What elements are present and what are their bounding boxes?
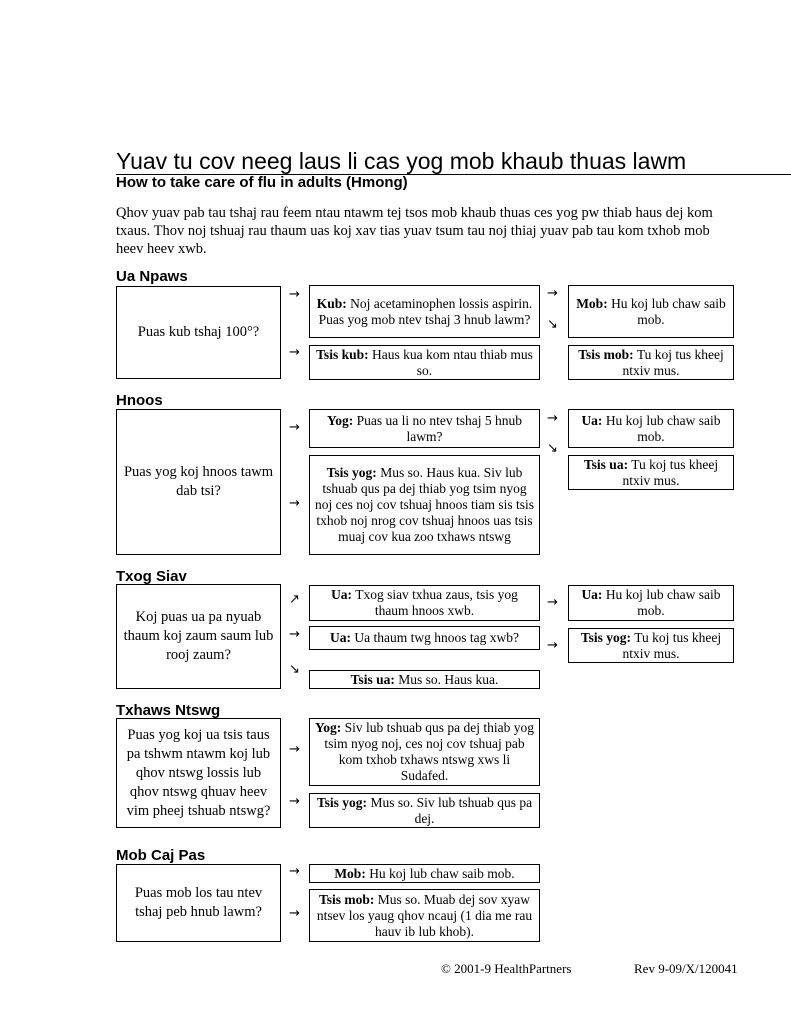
fever-r1-text: Hu koj lub chaw saib mob. xyxy=(607,295,726,327)
footer-copyright: © 2001-9 HealthPartners xyxy=(441,961,572,976)
throat-b3-text: Mus so. Haus kua. xyxy=(394,671,499,687)
cough-result-2-box xyxy=(568,455,734,490)
ache-yes-text: Hu koj lub chaw saib mob. xyxy=(365,865,515,881)
arrow-right-icon: → xyxy=(289,627,300,642)
arrow-right-icon: → xyxy=(289,287,300,302)
cough-r1-text: Hu koj lub chaw saib mob. xyxy=(602,412,721,444)
ache-no-text: Mus so. Muab dej sov xyaw ntsev los yaug qhov ncauj (1 dia me rau hauv ib lub khob). xyxy=(316,891,533,939)
cough-r2-text: Tu koj tus kheej ntxiv mus. xyxy=(622,456,719,488)
throat-question-box xyxy=(116,584,281,689)
throat-option-1-box xyxy=(309,585,540,621)
throat-b3-label: Tsis ua: xyxy=(350,671,395,687)
cough-r1-label: Ua: xyxy=(581,412,603,428)
ache-question-box xyxy=(116,864,281,942)
nose-no-label: Tsis yog: xyxy=(316,794,368,810)
arrow-right-icon: → xyxy=(289,742,300,757)
arrow-right-icon: → xyxy=(547,286,558,301)
fever-yes-box xyxy=(309,285,540,338)
ache-no-label: Tsis mob: xyxy=(318,891,375,907)
throat-question: Koj puas ua pa nyuab thaum koj zaum saum lub rooj zaum? xyxy=(123,609,274,663)
cough-no-text: Mus so. Haus kua. Siv lub tshuab qus pa dej thiab yog tsim nyog noj ces noj cov tshuaj hnoos tiam sis tsis txhob noj nrog cov tshuaj hnoos uas tsis muaj cov kua zoo txhaws ntswg xyxy=(315,465,534,544)
fever-question-box xyxy=(116,286,281,379)
throat-result-1-box xyxy=(568,585,734,621)
fever-no-box xyxy=(309,345,540,380)
nose-yes-text: Siv lub tshuab qus pa dej thiab yog tsim nyog noj, ces noj cov tshuaj pab kom txhob txhaws ntswg xws li Sudafed. xyxy=(324,720,534,783)
intro-paragraph: Qhov yuav pab tau tshaj rau feem ntau ntawm tej tsos mob khaub thuas ces yog pw thiab haus dej kom txaus. Thov noj tshuaj rau thaum uas koj xav tias yuav tsum tau noj thiaj yuav pab tau kom txhob mob heev heev xwb. xyxy=(116,205,713,257)
arrow-down-right-icon: ↘ xyxy=(547,317,558,332)
ache-no-box xyxy=(309,889,540,942)
throat-r1-label: Ua: xyxy=(581,587,603,602)
fever-result-1-box xyxy=(568,285,734,338)
fever-question: Puas kub tshaj 100°? xyxy=(137,324,260,340)
arrow-right-icon: → xyxy=(289,906,300,921)
cough-r2-label: Tsis ua: xyxy=(583,456,629,472)
throat-b1-text: Txog siav txhua zaus, tsis yog thaum hnoos xwb. xyxy=(352,587,518,618)
arrow-down-right-icon: ↘ xyxy=(289,662,300,677)
arrow-right-icon: → xyxy=(289,345,300,360)
page-subtitle: How to take care of flu in adults (Hmong) xyxy=(116,174,408,191)
fever-r1-label: Mob: xyxy=(576,295,608,311)
throat-option-2-box xyxy=(309,626,540,650)
arrow-down-right-icon: ↘ xyxy=(547,441,558,456)
cough-result-1-box xyxy=(568,409,734,448)
arrow-right-icon: → xyxy=(289,496,300,511)
nose-no-box xyxy=(309,793,540,828)
cough-no-box xyxy=(309,455,540,555)
fever-no-label: Tsis kub: xyxy=(316,346,369,362)
nose-no-text: Mus so. Siv lub tshuab qus pa dej. xyxy=(367,794,533,826)
cough-yes-label: Yog: xyxy=(327,412,354,428)
cough-yes-text: Puas ua li no ntev tshaj 5 hnub lawm? xyxy=(353,412,522,444)
ache-yes-box xyxy=(309,864,540,883)
throat-r2-label: Tsis yog: xyxy=(580,629,632,645)
arrow-right-icon: → xyxy=(547,411,558,426)
throat-b2-text: Ua thaum twg hnoos tag xwb? xyxy=(351,630,519,645)
fever-yes-label: Kub: xyxy=(316,295,347,311)
throat-r1-text: Hu koj lub chaw saib mob. xyxy=(602,587,721,618)
throat-option-3-box xyxy=(309,670,540,689)
fever-yes-text: Noj acetaminophen lossis aspirin. Puas yog mob ntev tshaj 3 hnub lawm? xyxy=(318,295,533,327)
throat-result-2-box xyxy=(568,628,734,663)
cough-question: Puas yog koj hnoos tawm dab tsi? xyxy=(123,464,274,499)
fever-r2-label: Tsis mob: xyxy=(578,346,634,362)
arrow-right-icon: → xyxy=(289,794,300,809)
section-heading-cough: Hnoos xyxy=(116,392,163,409)
cough-yes-box xyxy=(309,409,540,448)
fever-no-text: Haus kua kom ntau thiab mus so. xyxy=(368,346,533,378)
section-heading-fever: Ua Npaws xyxy=(116,268,188,285)
nose-question-box xyxy=(116,718,281,828)
throat-b1-label: Ua: xyxy=(331,587,353,602)
footer-revision: Rev 9-09/X/120041 xyxy=(634,961,738,976)
nose-question: Puas yog koj ua tsis taus pa tshwm ntawm koj lub qhov ntswg lossis lub qhov ntswg qhuav heev vim pheej tshuab ntswg? xyxy=(126,726,271,819)
ache-yes-label: Mob: xyxy=(334,865,366,881)
arrow-right-icon: → xyxy=(289,864,300,879)
throat-b2-label: Ua: xyxy=(330,630,351,645)
arrow-right-icon: → xyxy=(547,638,558,653)
nose-yes-box xyxy=(309,718,540,786)
ache-question: Puas mob los tau ntev tshaj peb hnub lawm? xyxy=(134,885,263,920)
cough-question-box xyxy=(116,409,281,555)
section-heading-ache: Mob Caj Pas xyxy=(116,847,206,864)
nose-yes-label: Yog: xyxy=(315,720,342,735)
page-title: Yuav tu cov neeg laus li cas yog mob khaub thuas lawm xyxy=(116,148,791,175)
arrow-right-icon: → xyxy=(289,420,300,435)
cough-no-label: Tsis yog: xyxy=(326,465,377,480)
section-heading-nose: Txhaws Ntswg xyxy=(116,702,221,719)
fever-result-2-box xyxy=(568,345,734,380)
fever-r2-text: Tu koj tus kheej ntxiv mus. xyxy=(622,346,724,378)
arrow-right-icon: → xyxy=(547,595,558,610)
throat-r2-text: Tu koj tus kheej ntxiv mus. xyxy=(622,629,722,661)
arrow-up-right-icon: ↗ xyxy=(289,592,300,607)
section-heading-throat: Txog Siav xyxy=(116,568,187,585)
